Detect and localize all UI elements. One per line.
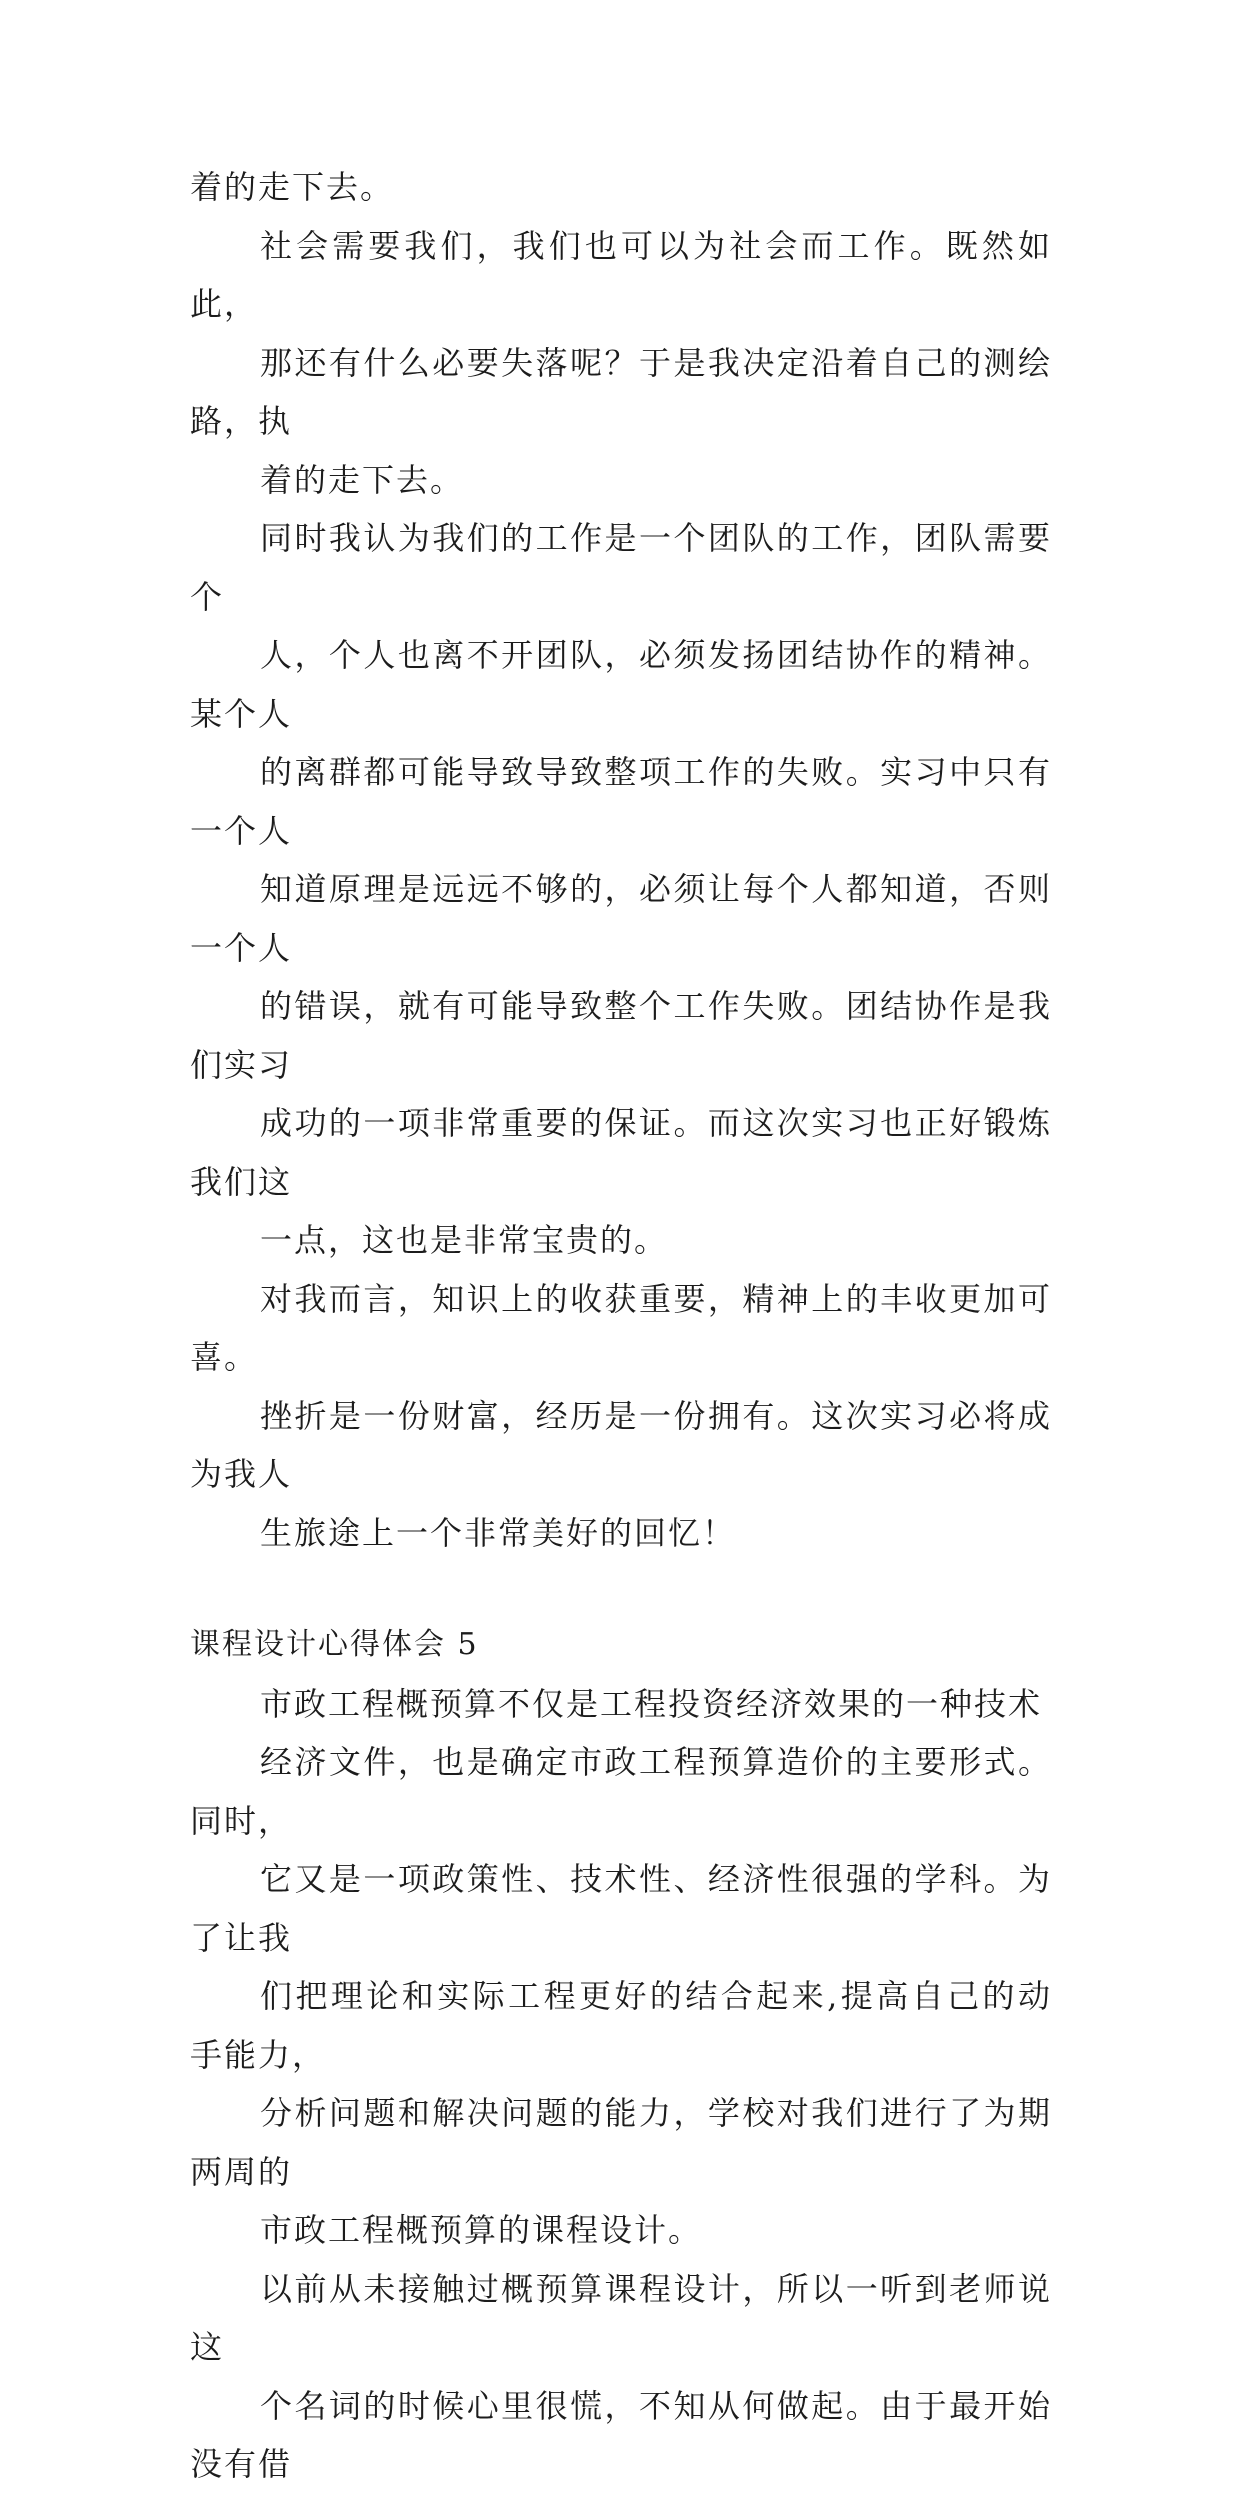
text-line: 分析问题和解决问题的能力，学校对我们进行了为期两周的: [190, 2094, 1052, 2191]
text-line: 个名词的时候心里很慌，不知从何做起。由于最开始没有借: [190, 2386, 1052, 2483]
paragraph-municipal-budget: [190, 1675, 1052, 2260]
text-line: 同时我认为我们的工作是一个团队的工作，团队需要个: [190, 519, 1052, 616]
text-line: 的错误，就有可能导致整个工作失败。团结协作是我们实习: [190, 987, 1052, 1084]
text-line: 一点，这也是非常宝贵的。: [260, 1221, 669, 1259]
text-line: 市政工程概预算的课程设计。: [260, 2211, 703, 2249]
paragraph-first-contact: [190, 2260, 1052, 2494]
text-line: 经济文件，也是确定市政工程预算造价的主要形式。同时，: [190, 1743, 1052, 1840]
text-line: 成功的一项非常重要的保证。而这次实习也正好锻炼我们这: [190, 1104, 1052, 1201]
text-line: 对我而言，知识上的收获重要，精神上的丰收更加可喜。: [190, 1279, 1052, 1376]
paragraph-gains: [190, 1270, 1052, 1563]
paragraph-continuation: [190, 158, 1052, 217]
text-line: 它又是一项政策性、技术性、经济性很强的学科。为了让我: [190, 1860, 1052, 1957]
text-line: 的离群都可能导致导致整项工作的失败。实习中只有一个人: [190, 753, 1052, 850]
document-body: [190, 158, 1052, 2494]
paragraph-teamwork: [190, 509, 1052, 1270]
text-line: 生旅途上一个非常美好的回忆！: [260, 1513, 737, 1552]
text-line: 社会需要我们，我们也可以为社会而工作。既然如此，: [190, 226, 1052, 323]
paragraph-society-needs: [190, 217, 1052, 510]
text-line: 那还有什么必要失落呢？于是我决定沿着自己的测绘路，执: [190, 343, 1052, 440]
text-line: 着的走下去。: [260, 460, 465, 499]
text-line: 着的走下去。: [190, 168, 395, 206]
text-line: 以前从未接触过概预算课程设计，所以一听到老师说这: [190, 2269, 1052, 2366]
text-line: 市政工程概预算不仅是工程投资经济效果的一种技术: [260, 1684, 1043, 1723]
text-line: 知道原理是远远不够的，必须让每个人都知道，否则一个人: [190, 870, 1052, 967]
text-line: 人，个人也离不开团队，必须发扬团结协作的精神。某个人: [190, 636, 1052, 733]
section-heading: 课程设计心得体会 5: [190, 1627, 479, 1662]
text-line: 挫折是一份财富，经历是一份拥有。这次实习必将成为我人: [190, 1396, 1052, 1493]
text-line: 们把理论和实际工程更好的结合起来,提高自己的动手能力，: [190, 1977, 1052, 2074]
